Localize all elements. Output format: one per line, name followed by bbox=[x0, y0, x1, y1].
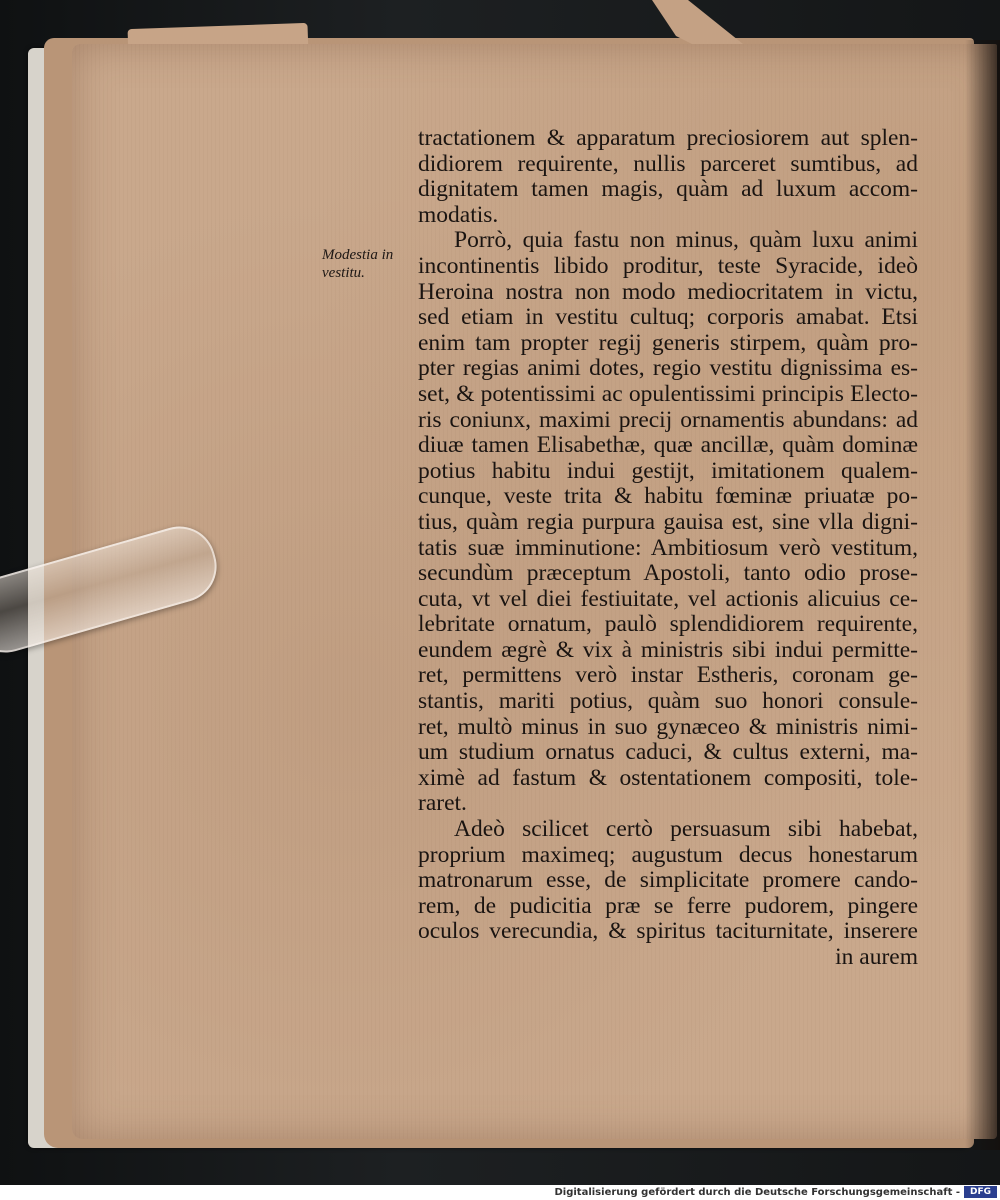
funding-notice: Digitalisierung gefördert durch die Deutsche Forschungsgemeinschaft - bbox=[554, 1187, 960, 1198]
text-line: ris coniunx, maximi precij ornamentis abundans: ad bbox=[418, 406, 918, 433]
text-line: sed etiam in vestitu cultuq; corporis amabat. Etsi bbox=[418, 304, 918, 331]
text-line: tractationem & apparatum preciosiorem aut splen- bbox=[418, 125, 918, 151]
text-line: lebritate ornatum, paulò splendidiorem requirente, bbox=[418, 611, 918, 638]
catchword: in aurem bbox=[835, 944, 918, 970]
text-line: enim tam propter regij generis stirpem, quàm pro- bbox=[418, 329, 918, 356]
text-line: didiorem requirente, nullis parceret sumtibus, ad bbox=[418, 150, 918, 177]
page-body-text bbox=[418, 126, 918, 971]
text-line: raret. bbox=[418, 790, 467, 817]
marginal-note-line: Modestia in bbox=[322, 247, 394, 263]
dfg-logo: DFG bbox=[964, 1186, 997, 1198]
text-line: tius, quàm regia purpura gauisa est, sine vlla digni- bbox=[418, 508, 918, 535]
text-line: eundem ægrè & vix à ministris sibi indui permitte- bbox=[418, 636, 918, 663]
text-line: rem, de pudicitia præ se ferre pudorem, pingere bbox=[418, 892, 918, 919]
text-line: diuæ tamen Elisabethæ, quæ ancillæ, quàm dominæ bbox=[418, 432, 918, 459]
text-line: Porrò, quia fastu non minus, quàm luxu animi bbox=[454, 227, 918, 254]
marginal-note bbox=[322, 246, 414, 282]
text-line: modatis. bbox=[418, 201, 499, 228]
text-line: oculos verecundia, & spiritus taciturnitate, inserere bbox=[418, 918, 918, 945]
text-line: tatis suæ imminutione: Ambitiosum verò vestitum, bbox=[418, 534, 918, 561]
text-line: dignitatem tamen magis, quàm ad luxum accom- bbox=[418, 176, 918, 203]
text-line: ret, multò minus in suo gynæceo & ministris nimi- bbox=[418, 713, 918, 740]
page-edge-shadow bbox=[965, 40, 1000, 1150]
text-line: um studium ornatus caduci, & cultus externi, ma- bbox=[418, 739, 918, 766]
text-line: ret, permittens verò instar Estheris, coronam ge- bbox=[418, 662, 918, 689]
text-line: ximè ad fastum & ostentationem compositi, tole- bbox=[418, 764, 918, 791]
text-line: Adeò scilicet certò persuasum sibi habebat, bbox=[454, 816, 918, 843]
text-line: set, & potentissimi ac opulentissimi principis Electo- bbox=[418, 380, 918, 407]
text-line: cunque, veste trita & habitu fœminæ priuatæ po- bbox=[418, 483, 918, 510]
text-line: Heroina nostra non modo mediocritatem in victu, bbox=[418, 278, 918, 305]
marginal-note-line: vestitu. bbox=[322, 265, 365, 281]
text-line: proprium maximeq; augustum decus honestarum bbox=[418, 841, 918, 868]
digitization-footer bbox=[0, 1185, 1000, 1200]
text-line: secundùm præceptum Apostoli, tanto odio prose- bbox=[418, 560, 918, 587]
text-line: incontinentis libido proditur, teste Syracide, ideò bbox=[418, 252, 918, 279]
text-line: matronarum esse, de simplicitate promere cando- bbox=[418, 867, 918, 894]
text-line: cuta, vt vel diei festiuitate, vel actionis alicuius ce- bbox=[418, 585, 918, 612]
text-line: potius habitu indui gestijt, imitationem qualem- bbox=[418, 457, 918, 484]
text-line: stantis, mariti potius, quàm suo honori consule- bbox=[418, 688, 918, 715]
text-line: pter regias animi dotes, regio vestitu dignissima es- bbox=[418, 355, 918, 382]
